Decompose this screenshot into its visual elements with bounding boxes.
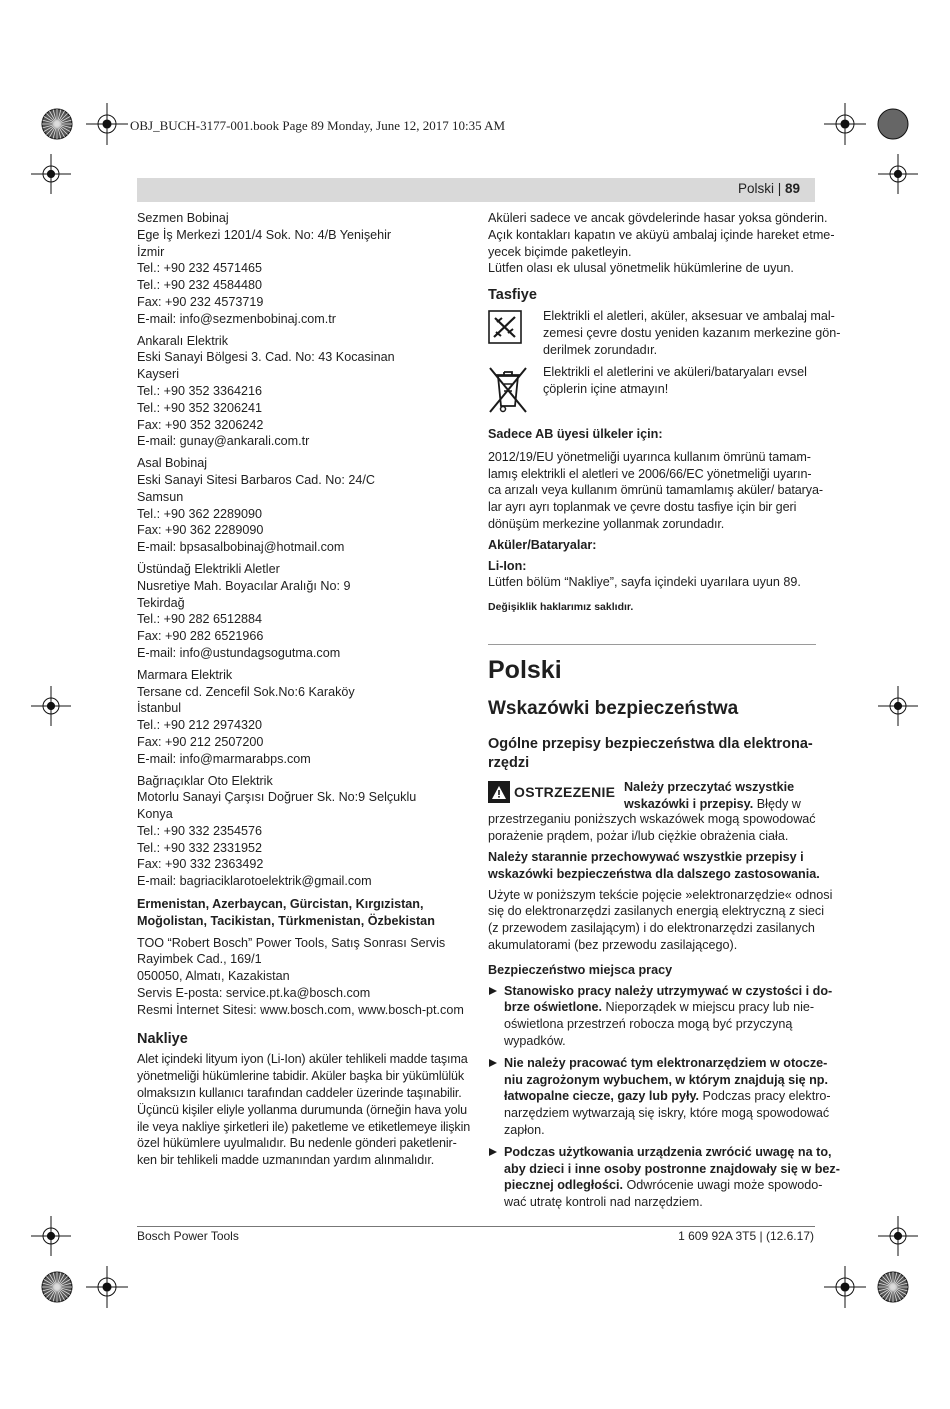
polski-title: Polski — [488, 656, 562, 685]
address-line: Ankaralı Elektrik — [137, 333, 228, 348]
safety-title: Wskazówki bezpieczeństwa — [488, 698, 739, 720]
address-line: Fax: +90 212 2507200 — [137, 734, 264, 749]
address-block — [137, 667, 467, 768]
footer-rule — [137, 1226, 815, 1227]
registration-cross — [824, 1266, 866, 1308]
page-header-bar — [137, 178, 815, 202]
text-line: derilmek zorundadır. — [543, 342, 658, 357]
address-line: Fax: +90 232 4573719 — [137, 294, 264, 309]
address-line: Marmara Elektrik — [137, 667, 233, 682]
file-header: OBJ_BUCH-3177-001.book Page 89 Monday, June 12, 2017 10:35 AM — [130, 118, 506, 133]
registration-dot — [894, 1232, 901, 1239]
text-line: Użyte w poniższym tekście pojęcie »elektronarzędzie« odnosi — [488, 887, 833, 902]
page-header — [738, 181, 800, 196]
address-block — [137, 210, 467, 328]
disposal-heading: Tasfiye — [488, 287, 537, 304]
registration-dot — [841, 120, 849, 128]
text-line: przestrzeganiu poniższych wskazówek mogą spowodować — [488, 812, 816, 827]
address-line: Asal Bobinaj — [137, 456, 208, 471]
text-line: się do elektronarzędzi zasilanych energią elektryczną z sieci — [488, 904, 824, 919]
text-line: çöplerin içine atmayın! — [543, 381, 669, 396]
address-line: E-mail: info@ustundagsogutma.com — [137, 645, 341, 660]
registration-circle — [890, 166, 906, 182]
bullet-bold: piecznej odległości. — [504, 1178, 623, 1193]
registration-circle — [890, 1228, 906, 1244]
warning-label: OSTRZEZENIE — [514, 784, 616, 801]
address-block — [137, 333, 467, 451]
bullet-text: Odwrócenie uwagi może spowodo- — [622, 1178, 823, 1193]
registration-dot — [47, 702, 54, 709]
address-line: Üstündağ Elektrikli Aletler — [137, 561, 280, 576]
address-line: Eski Sanayi Bölgesi 3. Cad. No: 43 Kocasinan — [137, 350, 395, 365]
workplace-heading: Bezpieczeństwo miejsca pracy — [488, 962, 673, 977]
address-line: Bağrıaçıklar Oto Elektrik — [137, 773, 273, 788]
region-heading — [137, 896, 467, 930]
address-line: Tel.: +90 332 2354576 — [137, 823, 262, 838]
footer-brand: Bosch Power Tools — [137, 1229, 239, 1243]
recycle-text — [543, 308, 841, 358]
bullet-line: niu zagrożonym wybuchem, w którym znajdują się np. — [504, 1072, 828, 1087]
address-line: Tel.: +90 352 3206241 — [137, 400, 262, 415]
bullet-line: wypadków. — [504, 1034, 566, 1049]
header-page-number: 89 — [784, 181, 800, 196]
registration-circle — [890, 698, 906, 714]
transport-continued — [488, 210, 835, 277]
registration-circle — [836, 1278, 854, 1296]
address-line: Fax: +90 352 3206242 — [137, 417, 264, 432]
liion-heading: Li-Ion: — [488, 558, 527, 573]
eu-text — [488, 449, 823, 533]
region-heading-line: Ermenistan, Azerbaycan, Gürcistan, Kırgızistan, — [137, 897, 424, 912]
section-divider — [488, 644, 816, 646]
region-line: Resmi İnternet Sitesi: www.bosch.com, www.bosch-pt.com — [137, 1002, 464, 1017]
text-line: yönetmeliği hükümlerine tabidir. Aküler başka bir yükümlülük — [137, 1069, 464, 1084]
footer-code: 1 609 92A 3T5 | (12.6.17) — [678, 1229, 814, 1243]
reserve-note: Değişiklik haklarımız saklıdır. — [488, 601, 634, 614]
address-line: Fax: +90 332 2363492 — [137, 857, 264, 872]
bin-text — [543, 364, 807, 398]
address-line: Nusretiye Mah. Boyacılar Aralığı No: 9 — [137, 578, 351, 593]
bullet-item — [488, 1055, 831, 1139]
registration-cross — [878, 1216, 918, 1256]
bullet-line: zapłon. — [504, 1123, 545, 1137]
registration-cross — [878, 686, 918, 726]
address-line: Kayseri — [137, 367, 179, 382]
address-line: Tel.: +90 362 2289090 — [137, 506, 262, 521]
text-line: zemesi çevre dostu yeniden kazanım merkezine gön- — [543, 325, 841, 340]
address-block — [137, 773, 467, 891]
liion-text: Lütfen bölüm “Nakliye”, sayfa içindeki uyarılara uyun 89. — [488, 575, 801, 590]
bullet-arrow-icon — [489, 1148, 497, 1156]
bullet-arrow-icon — [489, 987, 497, 995]
registration-dot — [894, 170, 901, 177]
address-line: Samsun — [137, 489, 184, 504]
warning-text — [624, 779, 801, 813]
bullet-line: wać utratę kontroli nad narzędziem. — [504, 1195, 703, 1210]
registration-cross — [86, 103, 128, 145]
registration-cross — [31, 1216, 71, 1256]
text-line: porażenie prądem, pożar i/lub ciężkie obrażenia ciała. — [488, 829, 789, 844]
address-line: Fax: +90 282 6521966 — [137, 629, 264, 644]
address-line: Tel.: +90 332 2331952 — [137, 840, 262, 855]
color-wheel-mark — [42, 1272, 72, 1302]
right-column — [488, 210, 841, 1216]
bullet-line: Stanowisko pracy należy utrzymywać w czystości i do- — [504, 983, 833, 998]
bullet-arrow-icon — [489, 1059, 497, 1067]
bullet-text: Nieporządek w miejscu pracy lub nie- — [601, 1000, 815, 1015]
warning-rest — [488, 811, 816, 845]
text-line: özel hükümlere uyulmalıdır. Bu nedenle gönderi paketlenir- — [137, 1136, 457, 1151]
registration-cross — [824, 103, 866, 145]
text-line: (z przewodem zasilającym) i do elektronarzędzi zasilanych — [488, 921, 815, 936]
registration-cross — [878, 154, 918, 194]
heading-line: rzędzi — [488, 755, 530, 772]
term-definition — [488, 887, 833, 954]
text-line: Açık kontakları kapatın ve aküyü ambalaj içinde hareket etme- — [488, 227, 835, 242]
bullet-line: oświetlona przestrzeń robocza mogą być przyczyną — [504, 1017, 793, 1032]
address-line: Motorlu Sanayi Çarşısı Doğruer Sk. No:9 Selçuklu — [137, 790, 417, 805]
text-line: 2012/19/EU yönetmeliği uyarınca kullanım ömrünü tamam- — [488, 449, 811, 464]
address-line: E-mail: info@marmarabps.com — [137, 751, 311, 766]
bullet-item — [488, 1144, 840, 1211]
crossed-bin-icon — [488, 364, 528, 404]
registration-circle — [98, 115, 116, 133]
text-line: Należy starannie przechowywać wszystkie przepisy i — [488, 850, 804, 865]
registration-circle — [836, 115, 854, 133]
bullet-bold: łatwopalne ciecze, gazy lub pyły. — [504, 1089, 700, 1104]
text-line: Üçüncü kişiler eliyle yollanma durumunda (örneğin hava yolu — [137, 1102, 467, 1117]
registration-dot — [103, 1283, 111, 1291]
gray-disc-mark — [878, 109, 908, 139]
address-line: Tekirdağ — [137, 595, 185, 610]
region-line: Servis E-posta: service.pt.ka@bosch.com — [137, 986, 371, 1001]
registration-circle — [43, 698, 59, 714]
address-line: Tersane cd. Zencefil Sok.No:6 Karaköy — [137, 684, 355, 699]
text-line: wskazówki bezpieczeństwa dla dalszego zastosowania. — [488, 866, 820, 881]
bullet-line: narzędziem wytwarzają się iskry, które mogą spowodować — [504, 1106, 830, 1121]
address-line: Tel.: +90 232 4571465 — [137, 261, 262, 276]
address-line: Konya — [137, 807, 173, 822]
keep-instructions — [488, 849, 820, 883]
recycle-row — [488, 308, 841, 364]
registration-cross — [31, 154, 71, 194]
address-line: Sezmen Bobinaj — [137, 211, 229, 225]
address-line: Ege İş Merkezi 1201/4 Sok. No: 4/B Yenişehir — [137, 227, 392, 242]
bullet-item — [488, 983, 833, 1050]
address-line: İzmir — [137, 244, 165, 259]
text-line: Elektrikli el aletleri, aküler, aksesuar ve ambalaj mal- — [543, 308, 835, 323]
address-line: Fax: +90 362 2289090 — [137, 523, 264, 538]
service-addresses — [137, 210, 467, 890]
text-line: ca arızalı veya kullanım ömrünü tamamlamış aküler/ batarya- — [488, 483, 823, 498]
bullet-line: Podczas użytkowania urządzenia zwrócić uwagę na to, — [504, 1144, 832, 1159]
warning-badge — [488, 781, 615, 803]
registration-dot — [47, 1232, 54, 1239]
text-line: lar ayrı ayrı toplanmak ve çevre dostu tasfiye için bir geri — [488, 500, 797, 515]
text-line: ken bir tehlikeli madde uzmanından yardım alınmalıdır. — [137, 1153, 435, 1168]
transport-text — [137, 1051, 471, 1169]
warning-tail: Błędy w — [753, 797, 801, 812]
text-line: lamış elektrikli el aletleri ve 2006/66/EC yönetmeliği uyarın- — [488, 466, 812, 481]
text-line: Elektrikli el aletlerini ve aküleri/bataryaları evsel — [543, 364, 807, 379]
address-line: Tel.: +90 282 6512884 — [137, 612, 262, 627]
registration-dot — [103, 120, 111, 128]
address-line: E-mail: info@sezmenbobinaj.com.tr — [137, 311, 336, 326]
bullet-bold: brze oświetlone. — [504, 1000, 602, 1015]
registration-circle — [43, 166, 59, 182]
bullet-line: Nie należy pracować tym elektronarzędziem w otocze- — [504, 1055, 828, 1070]
heading-line: Ogólne przepisy bezpieczeństwa dla elektrona- — [488, 736, 813, 753]
registration-dot — [47, 170, 54, 177]
color-wheel-mark — [42, 109, 72, 139]
address-line: E-mail: bpsasalbobinaj@hotmail.com — [137, 540, 345, 555]
color-wheel-mark — [878, 1272, 908, 1302]
text-line: Lütfen olası ek ulusal yönetmelik hükümlerine de uyun. — [488, 261, 794, 276]
text-line: dönüşüm merkezine yollanmak zorundadır. — [488, 516, 725, 531]
recycle-tools-icon — [488, 310, 528, 350]
address-line: Eski Sanayi Sitesi Barbaros Cad. No: 24/C — [137, 472, 375, 487]
battery-heading: Aküler/Bataryalar: — [488, 537, 597, 552]
registration-circle — [43, 1228, 59, 1244]
general-safety-heading — [488, 735, 816, 773]
bin-row — [488, 364, 816, 422]
region-line: TOO “Robert Bosch” Power Tools, Satış Sonrası Servis — [137, 935, 446, 950]
text-line: ile veya nakliye şirketleri ile) paketleme ve etiketlemeye ilişkin — [137, 1119, 471, 1134]
region-heading-line: Moğolistan, Tacikistan, Türkmenistan, Özbekistan — [137, 913, 435, 928]
registration-circle — [98, 1278, 116, 1296]
registration-dot — [841, 1283, 849, 1291]
warning-bold-line: wskazówki i przepisy. — [624, 797, 754, 812]
left-column — [137, 210, 471, 1173]
address-block — [137, 561, 467, 662]
text-line: yecek biçimde paketleyin. — [488, 244, 632, 259]
warning-bold-line: Należy przeczytać wszystkie — [624, 780, 795, 795]
region-line: 050050, Almatı, Kazakistan — [137, 969, 290, 984]
warning-triangle-icon — [488, 781, 510, 803]
address-line: Tel.: +90 212 2974320 — [137, 718, 262, 733]
address-block — [137, 455, 467, 556]
text-line: Aküleri sadece ve ancak gövdelerinde hasar yoksa gönderin. — [488, 211, 828, 225]
address-line: Tel.: +90 352 3364216 — [137, 383, 262, 398]
header-language: Polski — [737, 181, 774, 196]
bullet-text: Podczas pracy elektro- — [699, 1089, 831, 1104]
registration-cross — [31, 686, 71, 726]
registration-dot — [894, 702, 901, 709]
address-line: Tel.: +90 232 4584480 — [137, 278, 262, 293]
address-line: İstanbul — [137, 701, 182, 716]
bullet-line: aby dzieci i inne osoby postronne znajdowały się w bez- — [504, 1161, 840, 1176]
registration-cross — [86, 1266, 128, 1308]
region-line: Rayimbek Cad., 169/1 — [137, 952, 262, 967]
text-line: akumulatorami (bez przewodu zasilającego). — [488, 938, 738, 953]
eu-heading: Sadece AB üyesi ülkeler için: — [488, 426, 663, 441]
text-line: Alet içindeki lityum iyon (Li-Ion) aküler tehlikeli madde taşıma — [137, 1052, 468, 1067]
transport-heading: Nakliye — [137, 1030, 188, 1047]
text-line: olmaksızın kullanıcı tarafından caddeler üzerinde taşınabilir. — [137, 1086, 462, 1101]
header-separator: | — [773, 181, 785, 196]
address-line: E-mail: gunay@ankarali.com.tr — [137, 434, 310, 449]
region-address — [137, 935, 467, 1019]
warning-row — [488, 779, 816, 811]
address-line: E-mail: bagriaciklarotoelektrik@gmail.com — [137, 874, 372, 889]
